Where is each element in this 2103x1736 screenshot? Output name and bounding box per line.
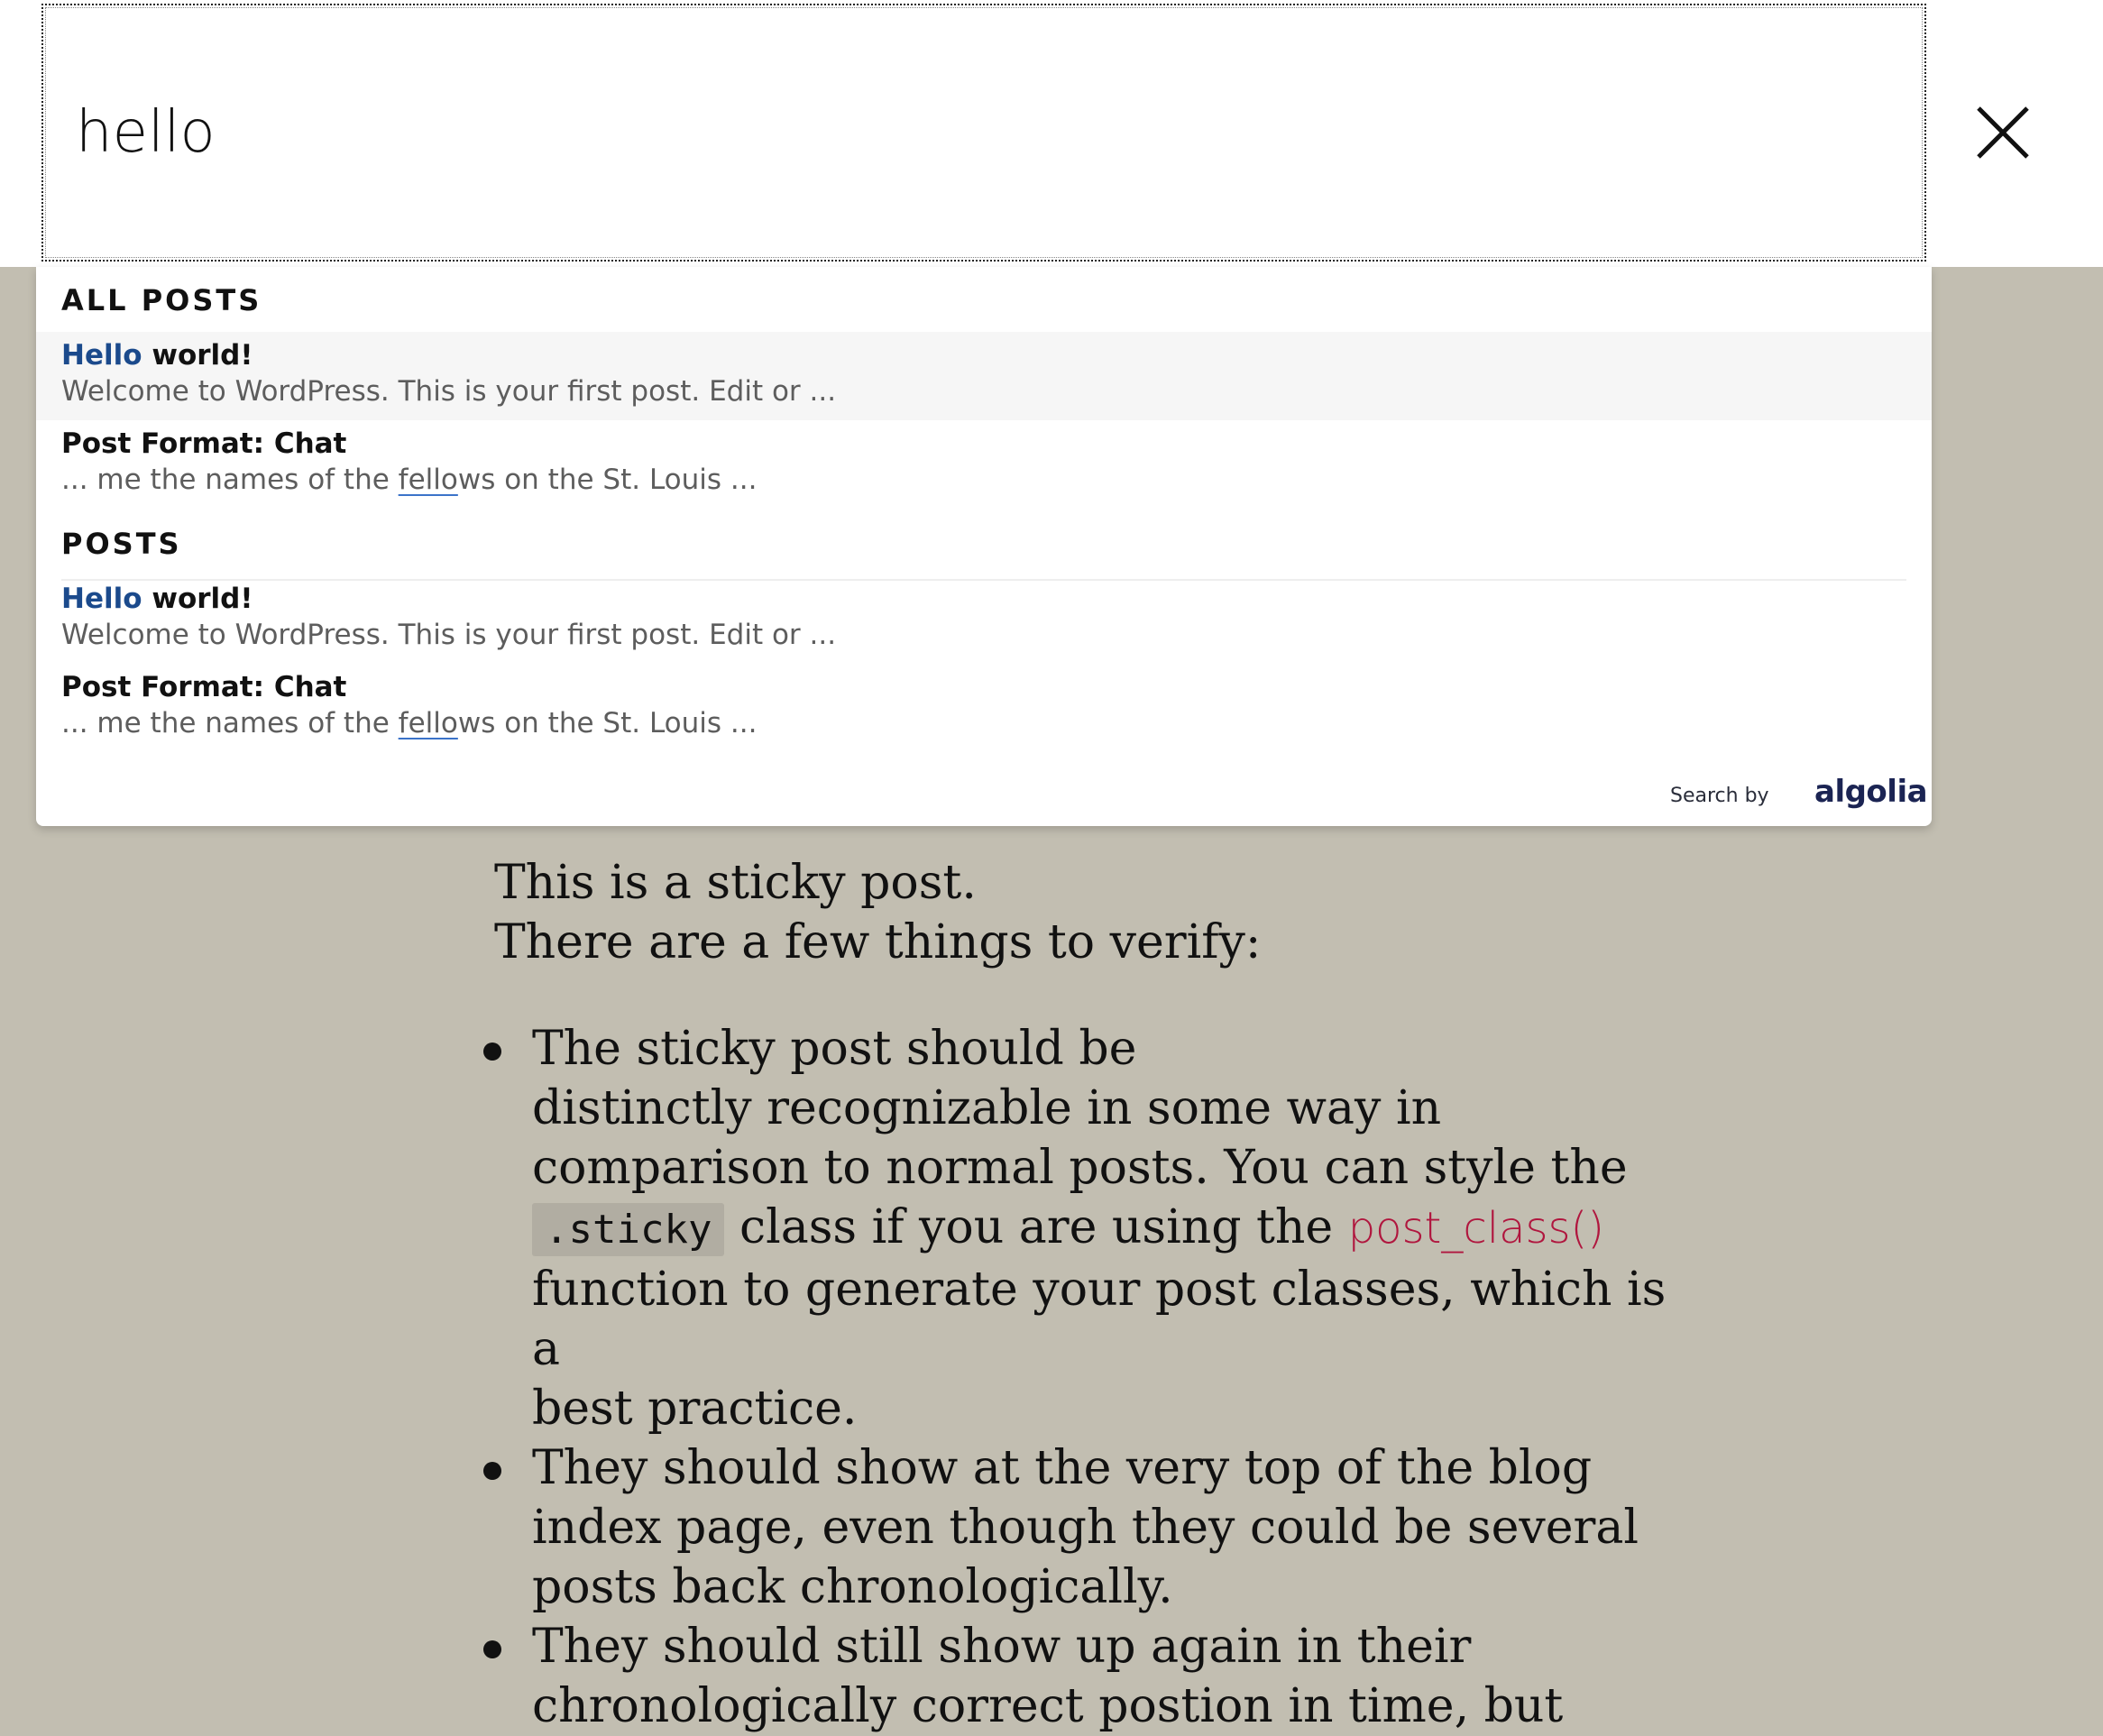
result-title-rest: world! [142,583,253,615]
bullet-line: index page, even though they could be several [532,1501,1639,1555]
section-header-posts: POSTS [61,527,1906,581]
search-box[interactable] [41,4,1926,262]
bullet-item [494,1019,1667,1438]
snippet-text: Welcome to WordPress. This is your first post. Edit or ... [61,375,837,408]
snippet-match: fello [398,464,458,496]
bullet-line: best practice. [532,1382,858,1436]
article-content [494,853,1667,1736]
bullet-text: class if you are using the [724,1200,1348,1254]
result-title-rest: Post Format: Chat [61,671,347,703]
snippet-text: Welcome to WordPress. This is your first post. Edit or ... [61,619,837,651]
result-snippet [61,617,1932,653]
result-snippet [61,373,1932,409]
post-class-link[interactable]: post_class() [1347,1203,1604,1254]
algolia-logo[interactable]: algolia [1814,774,1928,810]
code-sticky: .sticky [532,1203,724,1256]
bullet-item [494,1617,1667,1736]
result-item[interactable] [36,420,1932,509]
result-title [61,664,1932,705]
bullet-line: posts back chronologically. [532,1560,1173,1614]
result-item[interactable] [36,664,1932,752]
snippet-match: fello [398,707,458,739]
bullet-line [532,1198,1667,1260]
result-title-rest: world! [142,339,253,372]
result-title [61,332,1932,373]
bullet-line: They should show at the very top of the blog [532,1441,1593,1495]
bullet-list [494,1019,1667,1736]
bullet-item [494,1438,1667,1617]
snippet-text: ... me the names of the [61,707,399,739]
result-snippet [61,705,1932,741]
snippet-text: ... me the names of the [61,464,399,496]
autocomplete-dropdown [36,267,1932,826]
bullet-line: function to generate your post classes, which is a [532,1263,1667,1376]
result-title [61,420,1932,462]
close-search-button[interactable] [1971,101,2034,164]
result-item[interactable] [36,575,1932,664]
intro-line: There are a few things to verify: [494,915,1262,969]
result-title-rest: Post Format: Chat [61,427,347,460]
bullet-line: The sticky post should be [532,1022,1137,1076]
search-header [0,0,2103,267]
bullet-line: chronologically correct postion in time, but [532,1679,1564,1733]
close-icon [1971,101,2034,164]
result-snippet [61,462,1932,498]
search-by-label: Search by [1670,785,1769,807]
search-input[interactable] [76,99,1924,166]
section-header-all-posts: ALL POSTS [61,283,1906,337]
snippet-text: ws on the St. Louis ... [457,464,758,496]
bullet-line: comparison to normal posts. You can style the [532,1141,1628,1195]
result-title-highlight: Hello [61,339,142,372]
snippet-text: ws on the St. Louis ... [457,707,758,739]
result-title-highlight: Hello [61,583,142,615]
result-title [61,575,1932,617]
bullet-line: distinctly recognizable in some way in [532,1081,1442,1135]
intro-line: This is a sticky post. [494,856,977,910]
result-item[interactable] [36,332,1932,420]
bullet-line: They should still show up again in their [532,1620,1472,1674]
